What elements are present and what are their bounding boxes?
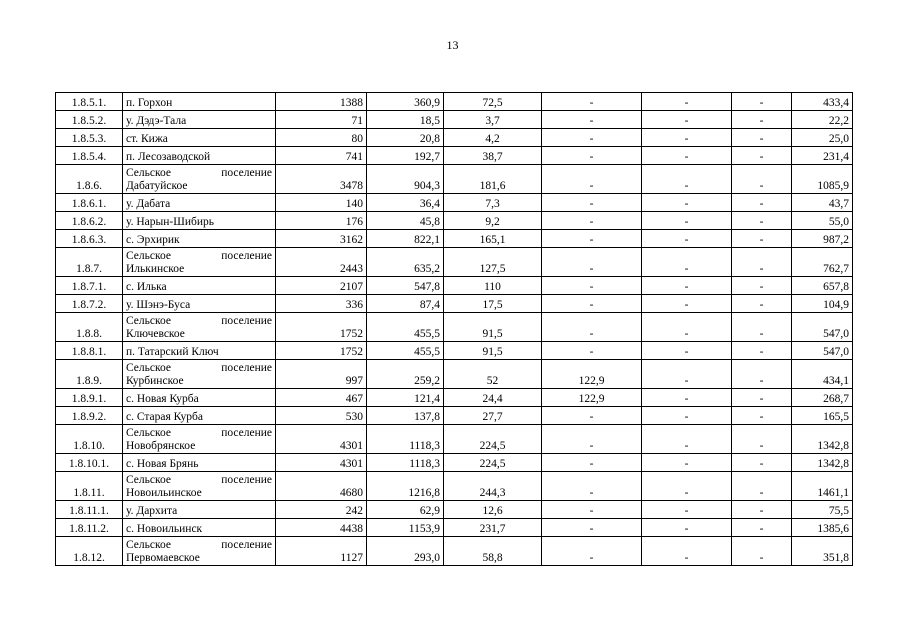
value-cell-3: - [542,93,642,111]
value-cell-2: 127,5 [444,248,542,277]
settlement-name-line-2: Новоильинское [126,487,202,499]
value-cell-4: - [642,313,732,342]
settlement-name-word: Сельское [126,474,172,486]
row-code-cell: 1.8.7.1. [56,277,123,295]
table-body [56,93,853,566]
total-cell: 987,2 [792,230,853,248]
value-cell-4: - [642,93,732,111]
value-cell-5: - [732,212,792,230]
value-cell-4: - [642,295,732,313]
value-cell-3: - [542,147,642,165]
value-cell-3: - [542,248,642,277]
settlement-name-line-2: Ключевское [126,328,185,340]
settlement-name-cell [123,165,276,194]
value-cell-2: 24,4 [444,389,542,407]
table-row [56,93,853,111]
row-code-cell: 1.8.10.1. [56,454,123,472]
population-cell: 1752 [276,313,367,342]
row-code-cell: 1.8.8.1. [56,342,123,360]
settlement-name-word: поселение [221,539,272,551]
settlement-name-text: у. Нарын-Шибирь [126,216,214,228]
value-cell-1: 547,8 [367,277,444,295]
table-row [56,277,853,295]
value-cell-2: 224,5 [444,454,542,472]
settlement-name-text: у. Шэнэ-Буса [126,299,191,311]
value-cell-3: - [542,407,642,425]
value-cell-5: - [732,425,792,454]
table-row [56,454,853,472]
population-cell: 2107 [276,277,367,295]
settlement-name-line-1 [126,250,272,263]
value-cell-5: - [732,537,792,566]
value-cell-1: 87,4 [367,295,444,313]
value-cell-1: 1153,9 [367,519,444,537]
value-cell-4: - [642,537,732,566]
settlement-name-cell [123,425,276,454]
value-cell-2: 9,2 [444,212,542,230]
total-cell: 231,4 [792,147,853,165]
row-code-cell: 1.8.6.2. [56,212,123,230]
settlement-name-word: Сельское [126,250,172,262]
value-cell-1: 259,2 [367,360,444,389]
value-cell-2: 4,2 [444,129,542,147]
table-row [56,248,853,277]
value-cell-4: - [642,454,732,472]
value-cell-2: 224,5 [444,425,542,454]
settlement-name-text: у. Дэдэ-Тала [126,115,187,127]
total-cell: 165,5 [792,407,853,425]
settlement-name-cell [123,501,276,519]
value-cell-5: - [732,454,792,472]
row-code-cell: 1.8.5.3. [56,129,123,147]
value-cell-3: - [542,194,642,212]
total-cell: 43,7 [792,194,853,212]
settlement-name-line-1 [126,315,272,328]
settlement-name-word: поселение [221,315,272,327]
value-cell-2: 72,5 [444,93,542,111]
value-cell-3: - [542,313,642,342]
value-cell-1: 455,5 [367,313,444,342]
value-cell-5: - [732,165,792,194]
settlement-name-cell [123,93,276,111]
value-cell-1: 20,8 [367,129,444,147]
value-cell-3: - [542,295,642,313]
table-row [56,129,853,147]
settlement-name-text: с. Новоильинск [126,523,203,535]
total-cell: 762,7 [792,248,853,277]
value-cell-4: - [642,212,732,230]
value-cell-3: - [542,454,642,472]
value-cell-1: 45,8 [367,212,444,230]
settlement-name-cell [123,472,276,501]
value-cell-2: 244,3 [444,472,542,501]
total-cell: 657,8 [792,277,853,295]
value-cell-2: 110 [444,277,542,295]
value-cell-1: 360,9 [367,93,444,111]
value-cell-2: 91,5 [444,342,542,360]
settlement-name-cell [123,129,276,147]
value-cell-4: - [642,147,732,165]
settlement-name-text: ст. Кижа [126,133,168,145]
value-cell-3: - [542,519,642,537]
settlement-name-word: Сельское [126,315,172,327]
total-cell: 75,5 [792,501,853,519]
row-code-cell: 1.8.5.2. [56,111,123,129]
value-cell-5: - [732,295,792,313]
population-cell: 530 [276,407,367,425]
value-cell-5: - [732,129,792,147]
population-cell: 4680 [276,472,367,501]
settlement-name-word: поселение [221,427,272,439]
row-code-cell: 1.8.7. [56,248,123,277]
settlement-name-cell [123,212,276,230]
value-cell-2: 17,5 [444,295,542,313]
settlement-name-cell [123,295,276,313]
settlement-name-cell [123,537,276,566]
value-cell-3: - [542,537,642,566]
value-cell-4: - [642,501,732,519]
population-cell: 467 [276,389,367,407]
value-cell-4: - [642,129,732,147]
value-cell-4: - [642,342,732,360]
table-row [56,425,853,454]
value-cell-5: - [732,501,792,519]
total-cell: 104,9 [792,295,853,313]
value-cell-5: - [732,93,792,111]
settlement-name-text: с. Илька [126,281,167,293]
value-cell-2: 7,3 [444,194,542,212]
table-row [56,360,853,389]
population-cell: 140 [276,194,367,212]
value-cell-4: - [642,519,732,537]
value-cell-4: - [642,277,732,295]
value-cell-1: 62,9 [367,501,444,519]
population-cell: 4301 [276,454,367,472]
value-cell-3: - [542,111,642,129]
value-cell-2: 58,8 [444,537,542,566]
value-cell-1: 18,5 [367,111,444,129]
table-row [56,230,853,248]
total-cell: 434,1 [792,360,853,389]
table-row [56,407,853,425]
table-row [56,165,853,194]
settlement-name-line-2: Первомаевское [126,552,200,564]
total-cell: 25,0 [792,129,853,147]
settlement-name-cell [123,230,276,248]
settlement-name-cell [123,454,276,472]
value-cell-1: 904,3 [367,165,444,194]
value-cell-1: 822,1 [367,230,444,248]
population-cell: 336 [276,295,367,313]
total-cell: 1085,9 [792,165,853,194]
value-cell-2: 91,5 [444,313,542,342]
settlement-name-line-1 [126,427,272,440]
settlement-name-cell [123,313,276,342]
settlement-name-cell [123,277,276,295]
value-cell-3: - [542,212,642,230]
settlement-name-line-2: Курбинское [126,375,184,387]
value-cell-2: 231,7 [444,519,542,537]
settlement-name-word: поселение [221,250,272,262]
value-cell-1: 1216,8 [367,472,444,501]
settlement-name-line-2: Илькинское [126,263,185,275]
settlement-name-text: у. Дабата [126,198,171,210]
table-row [56,537,853,566]
settlement-name-word: поселение [221,167,272,179]
value-cell-1: 192,7 [367,147,444,165]
population-cell: 80 [276,129,367,147]
row-code-cell: 1.8.9. [56,360,123,389]
row-code-cell: 1.8.11.2. [56,519,123,537]
value-cell-1: 137,8 [367,407,444,425]
settlement-name-cell [123,407,276,425]
population-cell: 2443 [276,248,367,277]
row-code-cell: 1.8.5.1. [56,93,123,111]
settlement-name-word: поселение [221,362,272,374]
settlement-name-cell [123,194,276,212]
value-cell-5: - [732,360,792,389]
value-cell-4: - [642,389,732,407]
value-cell-3: - [542,501,642,519]
table-row [56,501,853,519]
value-cell-5: - [732,519,792,537]
population-cell: 242 [276,501,367,519]
total-cell: 22,2 [792,111,853,129]
value-cell-5: - [732,342,792,360]
row-code-cell: 1.8.9.2. [56,407,123,425]
settlement-name-cell [123,342,276,360]
total-cell: 547,0 [792,342,853,360]
row-code-cell: 1.8.6.3. [56,230,123,248]
value-cell-1: 121,4 [367,389,444,407]
settlement-name-cell [123,360,276,389]
value-cell-2: 3,7 [444,111,542,129]
value-cell-5: - [732,313,792,342]
value-cell-5: - [732,147,792,165]
value-cell-3: - [542,230,642,248]
value-cell-2: 52 [444,360,542,389]
table-row [56,472,853,501]
total-cell: 1461,1 [792,472,853,501]
total-cell: 351,8 [792,537,853,566]
settlement-name-text: с. Эрхирик [126,234,180,246]
value-cell-4: - [642,111,732,129]
row-code-cell: 1.8.8. [56,313,123,342]
page-number: 13 [446,38,459,52]
value-cell-4: - [642,248,732,277]
data-table [55,92,853,566]
value-cell-2: 165,1 [444,230,542,248]
table-row [56,147,853,165]
population-cell: 176 [276,212,367,230]
value-cell-3: - [542,129,642,147]
table-row [56,212,853,230]
settlement-name-text: с. Старая Курба [126,411,203,423]
settlement-name-cell [123,389,276,407]
value-cell-4: - [642,230,732,248]
value-cell-1: 635,2 [367,248,444,277]
value-cell-3: - [542,165,642,194]
table-row [56,519,853,537]
settlement-name-line-1 [126,167,272,180]
value-cell-5: - [732,230,792,248]
value-cell-5: - [732,389,792,407]
population-cell: 997 [276,360,367,389]
total-cell: 1342,8 [792,454,853,472]
value-cell-1: 1118,3 [367,454,444,472]
settlement-name-line-2: Новобрянское [126,440,196,452]
value-cell-1: 1118,3 [367,425,444,454]
value-cell-4: - [642,425,732,454]
settlement-name-text: у. Дархита [126,505,178,517]
row-code-cell: 1.8.11.1. [56,501,123,519]
value-cell-3: 122,9 [542,360,642,389]
population-cell: 4301 [276,425,367,454]
settlement-name-text: п. Горхон [126,97,173,109]
settlement-name-word: Сельское [126,539,172,551]
settlement-name-text: с. Новая Брянь [126,458,199,470]
value-cell-4: - [642,165,732,194]
settlement-name-cell [123,111,276,129]
table-row [56,111,853,129]
value-cell-2: 27,7 [444,407,542,425]
row-code-cell: 1.8.5.4. [56,147,123,165]
row-code-cell: 1.8.10. [56,425,123,454]
row-code-cell: 1.8.6.1. [56,194,123,212]
row-code-cell: 1.8.12. [56,537,123,566]
value-cell-1: 36,4 [367,194,444,212]
settlement-name-line-1 [126,539,272,552]
value-cell-3: - [542,342,642,360]
row-code-cell: 1.8.6. [56,165,123,194]
row-code-cell: 1.8.9.1. [56,389,123,407]
value-cell-2: 181,6 [444,165,542,194]
value-cell-5: - [732,407,792,425]
settlement-name-cell [123,519,276,537]
value-cell-5: - [732,111,792,129]
settlement-name-line-1 [126,474,272,487]
table-row [56,389,853,407]
settlement-name-text: п. Лесозаводской [126,151,211,163]
settlement-name-text: п. Татарский Ключ [126,346,219,358]
table-row [56,342,853,360]
settlement-name-line-1 [126,362,272,375]
population-cell: 4438 [276,519,367,537]
value-cell-4: - [642,360,732,389]
settlement-name-line-2: Дабатуйское [126,180,188,192]
value-cell-1: 293,0 [367,537,444,566]
table-row [56,194,853,212]
population-cell: 1127 [276,537,367,566]
settlement-name-text: с. Новая Курба [126,393,199,405]
total-cell: 55,0 [792,212,853,230]
value-cell-1: 455,5 [367,342,444,360]
value-cell-3: 122,9 [542,389,642,407]
table-row [56,295,853,313]
population-cell: 1752 [276,342,367,360]
total-cell: 1385,6 [792,519,853,537]
value-cell-2: 12,6 [444,501,542,519]
total-cell: 547,0 [792,313,853,342]
table-row [56,313,853,342]
value-cell-3: - [542,425,642,454]
value-cell-4: - [642,407,732,425]
settlement-name-cell [123,147,276,165]
value-cell-4: - [642,472,732,501]
population-cell: 1388 [276,93,367,111]
population-cell: 71 [276,111,367,129]
total-cell: 1342,8 [792,425,853,454]
value-cell-5: - [732,248,792,277]
settlement-name-word: Сельское [126,427,172,439]
population-cell: 3162 [276,230,367,248]
value-cell-2: 38,7 [444,147,542,165]
total-cell: 268,7 [792,389,853,407]
row-code-cell: 1.8.7.2. [56,295,123,313]
value-cell-5: - [732,472,792,501]
value-cell-4: - [642,194,732,212]
total-cell: 433,4 [792,93,853,111]
row-code-cell: 1.8.11. [56,472,123,501]
population-cell: 3478 [276,165,367,194]
value-cell-3: - [542,277,642,295]
population-cell: 741 [276,147,367,165]
value-cell-5: - [732,194,792,212]
settlement-name-word: Сельское [126,167,172,179]
value-cell-3: - [542,472,642,501]
settlement-name-word: Сельское [126,362,172,374]
value-cell-5: - [732,277,792,295]
settlement-name-cell [123,248,276,277]
settlement-name-word: поселение [221,474,272,486]
